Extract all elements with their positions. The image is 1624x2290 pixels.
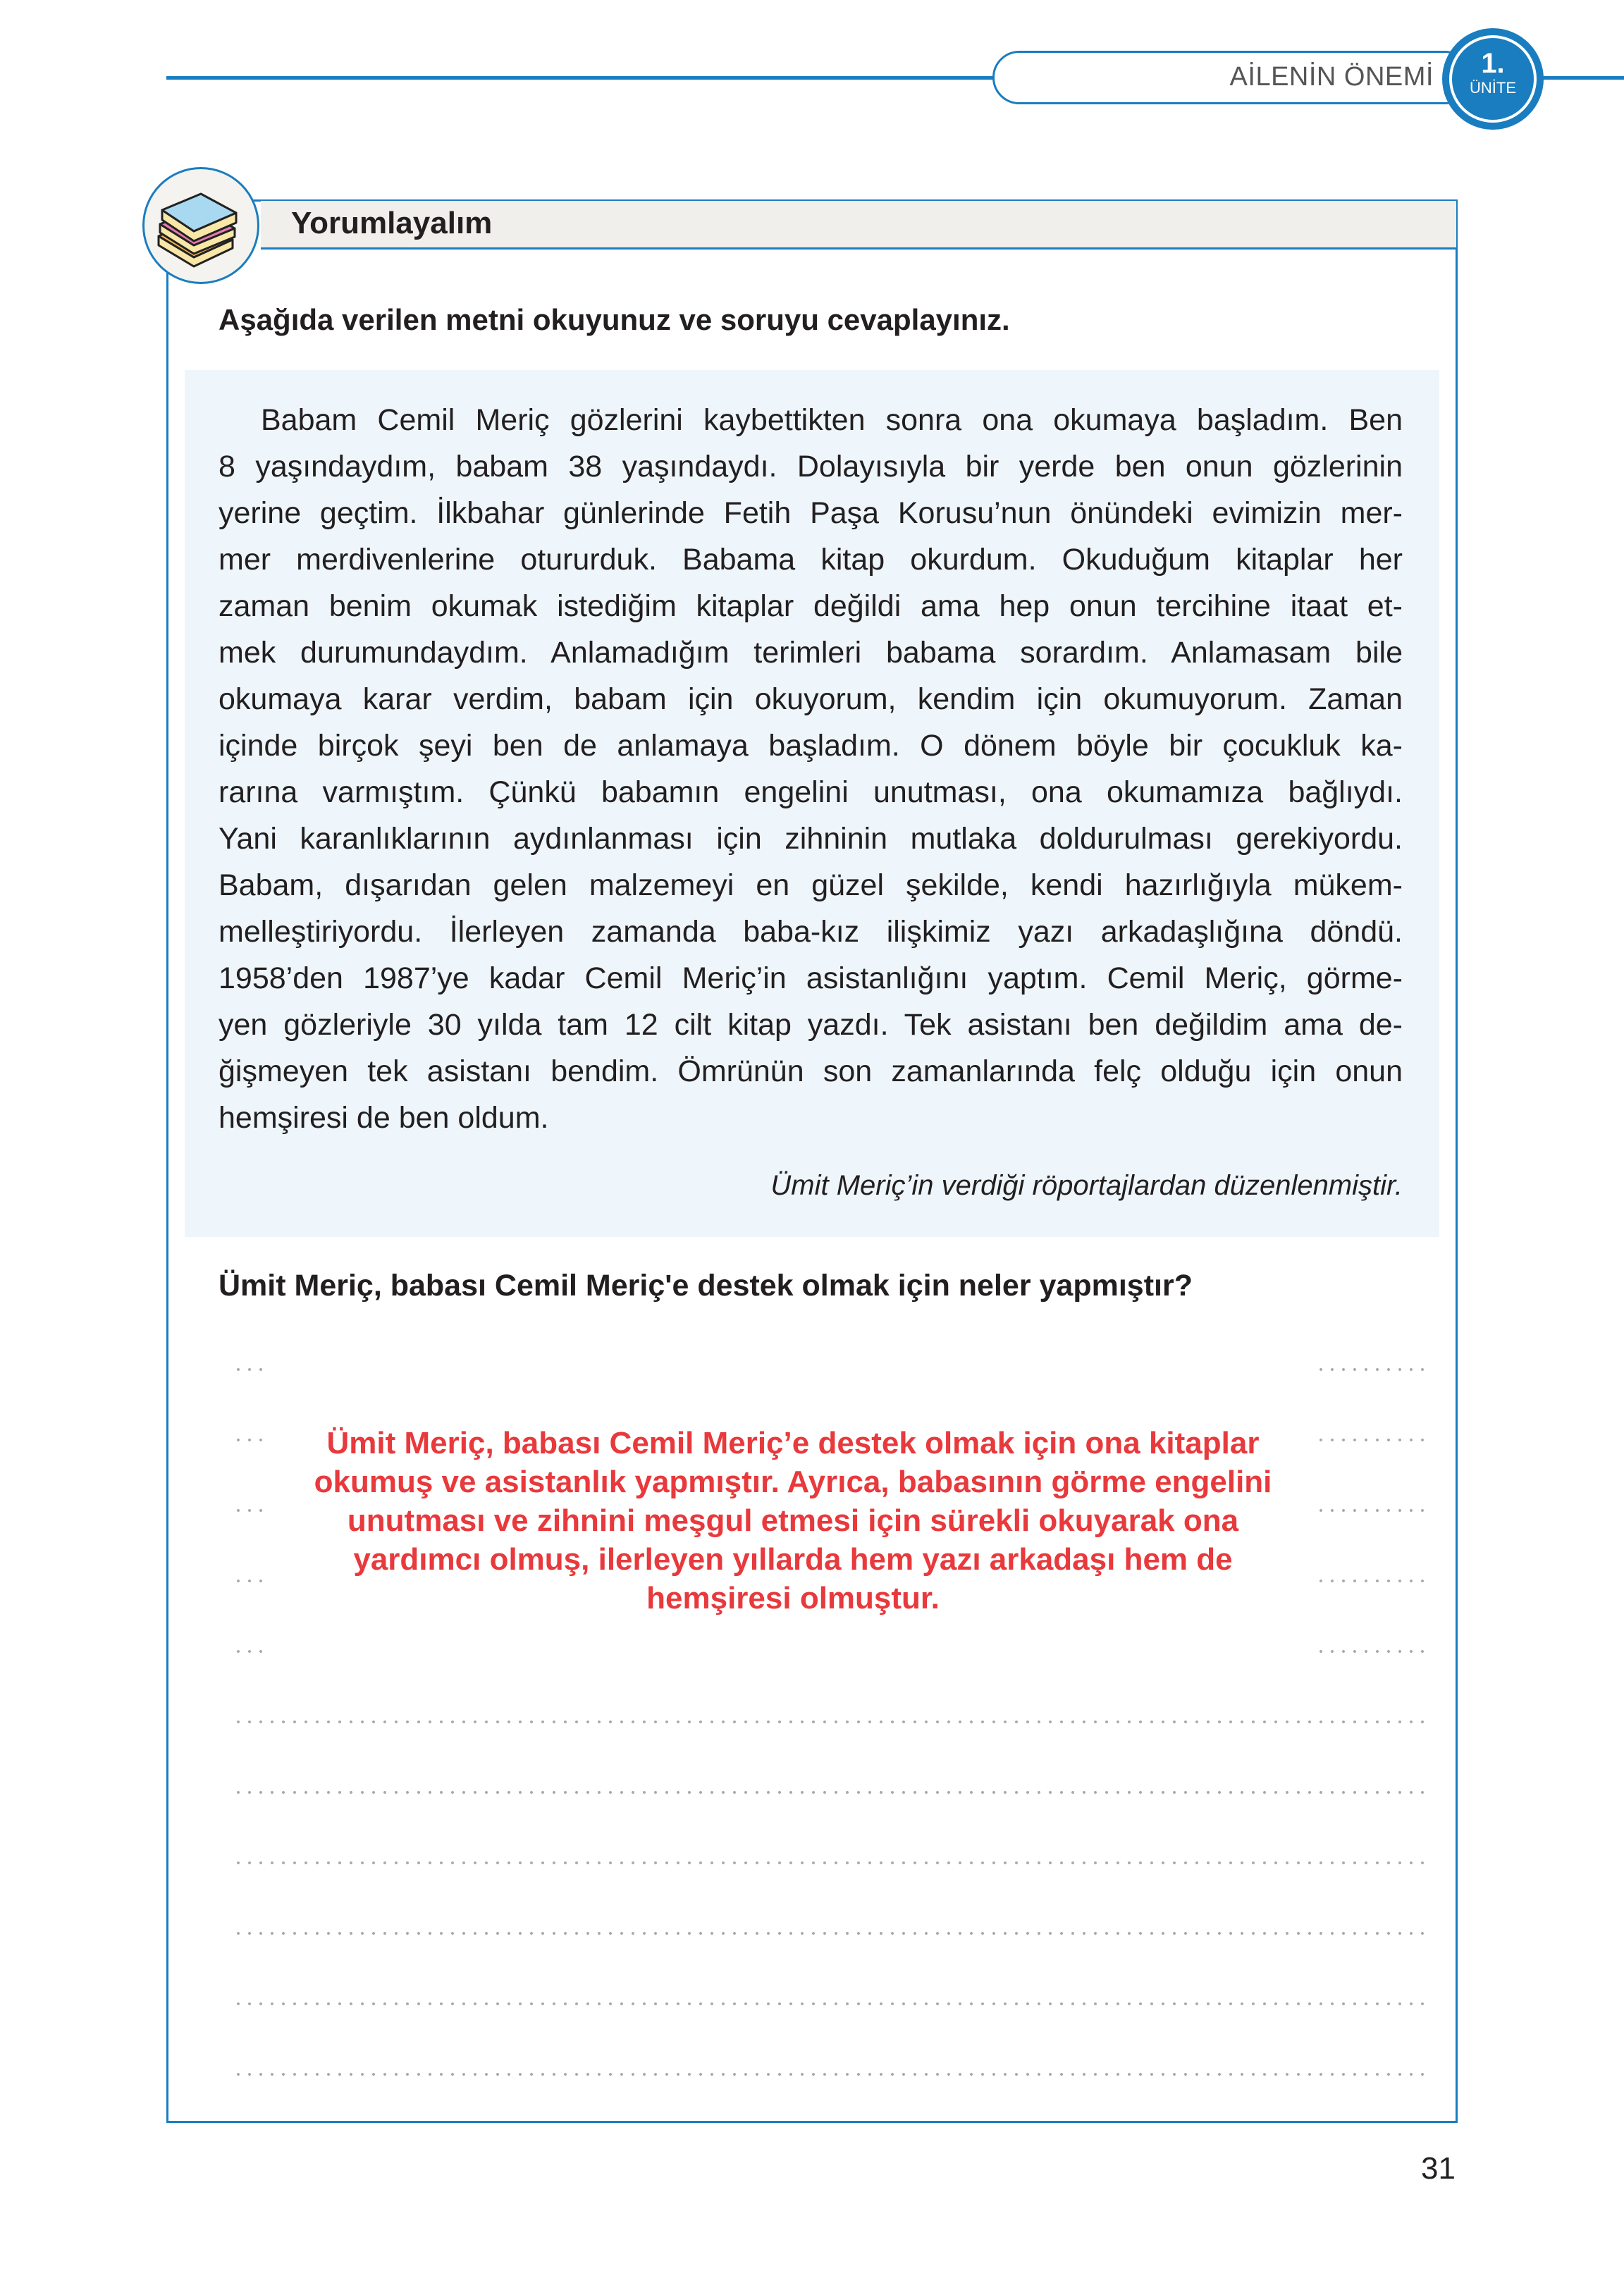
dotted-answer-line[interactable] xyxy=(233,1367,268,1372)
books-icon xyxy=(142,167,259,284)
dotted-answer-line[interactable] xyxy=(1315,1649,1427,1654)
answer-line: hemşiresi olmuştur. xyxy=(646,1581,940,1615)
passage-line: hemşiresi de ben oldum. xyxy=(219,1101,549,1135)
dotted-answer-line[interactable] xyxy=(1315,1508,1427,1513)
question-text: Ümit Meriç, babası Cemil Meriç'e destek olmak için neler yapmıştır? xyxy=(219,1269,1193,1303)
passage-line: yerine geçtim. İlkbahar günlerinde Fetih Paşa Korusu’nun önündeki evimizin mer- xyxy=(219,496,1403,530)
passage-line: okumaya karar verdim, babam için okuyorum, kendim için okumuyorum. Zaman xyxy=(219,682,1403,716)
unit-label: ÜNİTE xyxy=(1470,79,1516,97)
dotted-answer-line[interactable] xyxy=(1315,1438,1427,1442)
page-number: 31 xyxy=(1421,2151,1456,2186)
answer-line: unutması ve zihnini meşgul etmesi için sürekli okuyarak ona xyxy=(347,1503,1239,1538)
passage-text xyxy=(219,397,1403,1141)
passage-line: Yani karanlıklarının aydınlanması için zihninin mutlaka doldurulması gerekiyordu. xyxy=(219,822,1403,856)
dotted-answer-line[interactable] xyxy=(233,2072,1427,2076)
answer-line: yardımcı olmuş, ilerleyen yıllarda hem yazı arkadaşı hem de xyxy=(353,1542,1233,1577)
passage-line: Babam Cemil Meriç gözlerini kaybettikten sonra ona okumaya başladım. Ben xyxy=(261,403,1403,437)
passage-line: yen gözleriyle 30 yılda tam 12 cilt kitap yazdı. Tek asistanı ben değildim ama de- xyxy=(219,1008,1403,1042)
dotted-answer-line[interactable] xyxy=(233,1861,1427,1865)
section-title: Yorumlayalım xyxy=(291,206,493,240)
passage-line: ğişmeyen tek asistanı bendim. Ömrünün son zamanlarında felç olduğu için onun xyxy=(219,1054,1403,1088)
header-rule-right xyxy=(1537,76,1624,80)
dotted-answer-line[interactable] xyxy=(1315,1579,1427,1583)
dotted-answer-line[interactable] xyxy=(233,1720,1427,1724)
passage-source: Ümit Meriç’in verdiği röportajlardan düzenlenmiştir. xyxy=(770,1170,1403,1201)
dotted-answer-line[interactable] xyxy=(233,1790,1427,1795)
passage-line: mer merdivenlerine otururduk. Babama kitap okurdum. Okuduğum kitaplar her xyxy=(219,543,1403,577)
passage-line: Babam, dışarıdan gelen malzemeyi en güzel şekilde, kendi hazırlığıyla mükem- xyxy=(219,868,1403,902)
dotted-answer-line[interactable] xyxy=(233,2002,1427,2006)
passage-line: içinde birçok şeyi ben de anlamaya başladım. O dönem böyle bir çocukluk ka- xyxy=(219,729,1403,763)
chapter-title: AİLENİN ÖNEMİ xyxy=(1229,62,1434,92)
passage-line: zaman benim okumak istediğim kitaplar değildi ama hep onun tercihine itaat et- xyxy=(219,589,1403,623)
unit-number: 1. xyxy=(1481,48,1505,79)
unit-badge-inner xyxy=(1455,41,1531,117)
header-rule xyxy=(166,76,998,80)
passage-line: rarına varmıştım. Çünkü babamın engelini unutması, ona okumamıza bağlıydı. xyxy=(219,775,1403,809)
dotted-answer-line[interactable] xyxy=(233,1438,268,1442)
passage-line: melleştiriyordu. İlerleyen zamanda baba-kız ilişkimiz yazı arkadaşlığına döndü. xyxy=(219,915,1403,949)
passage-line: 1958’den 1987’ye kadar Cemil Meriç’in asistanlığını yaptım. Cemil Meriç, görme- xyxy=(219,961,1403,995)
passage-line: mek durumundaydım. Anlamadığım terimleri babama sorardım. Anlamasam bile xyxy=(219,636,1403,670)
instruction: Aşağıda verilen metni okuyunuz ve soruyu cevaplayınız. xyxy=(219,303,1010,336)
dotted-answer-line[interactable] xyxy=(233,1649,268,1654)
answer-line: okumuş ve asistanlık yapmıştır. Ayrıca, babasının görme engelini xyxy=(314,1465,1272,1499)
dotted-answer-line[interactable] xyxy=(1315,1367,1427,1372)
passage-line: 8 yaşındaydım, babam 38 yaşındaydı. Dolayısıyla bir yerde ben onun gözlerinin xyxy=(219,450,1403,484)
dotted-answer-line[interactable] xyxy=(233,1931,1427,1935)
dotted-answer-line[interactable] xyxy=(233,1508,268,1513)
answer-text xyxy=(268,1424,1318,1618)
answer-line: Ümit Meriç, babası Cemil Meriç’e destek olmak için ona kitaplar xyxy=(326,1426,1260,1460)
dotted-answer-line[interactable] xyxy=(233,1579,268,1583)
